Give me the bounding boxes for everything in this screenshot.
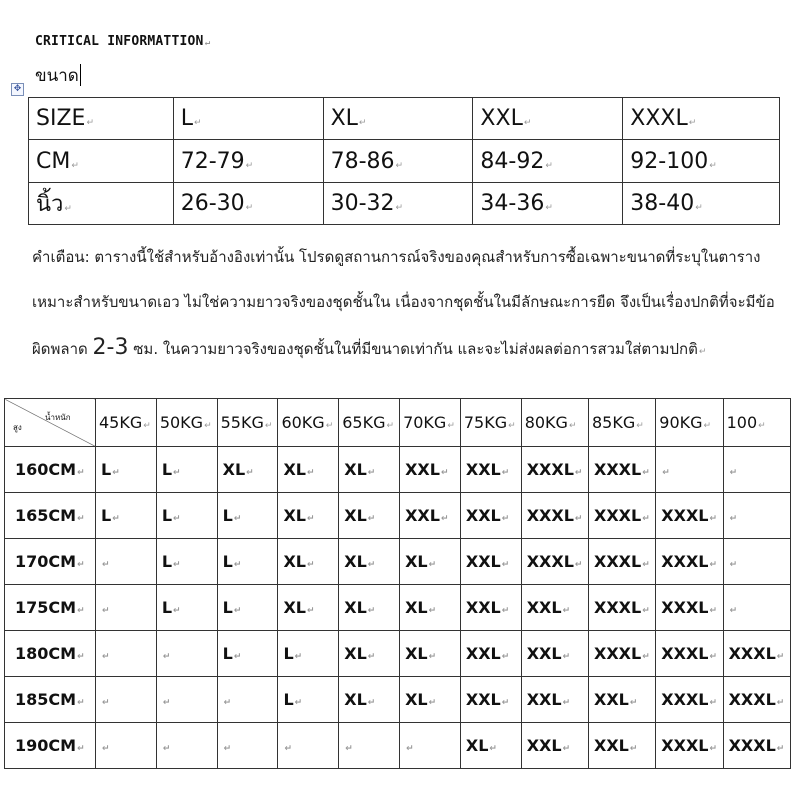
- chart-row: [5, 723, 791, 769]
- size-cell: XXXL↵: [656, 723, 723, 769]
- height-cell: 170CM↵: [5, 539, 96, 585]
- height-cell: 160CM↵: [5, 447, 96, 493]
- size-table-cell: 34-36↵: [473, 183, 623, 225]
- size-cell: XXL↵: [521, 677, 588, 723]
- size-cell: L↵: [96, 493, 157, 539]
- chart-row: [5, 539, 791, 585]
- size-table-cell: CM↵: [29, 140, 174, 183]
- text-cursor: [80, 64, 81, 86]
- size-cell: ↵: [656, 447, 723, 493]
- size-cell: ↵: [96, 723, 157, 769]
- size-table-row: [29, 183, 780, 225]
- size-cell: XXXL↵: [723, 631, 790, 677]
- size-table-cell: 38-40↵: [623, 183, 780, 225]
- size-table-cell: 72-79↵: [173, 140, 323, 183]
- weight-axis-label: น้ำหนัก: [45, 413, 71, 422]
- size-cell: XXXL↵: [588, 631, 655, 677]
- size-cell: XXL↵: [460, 493, 521, 539]
- size-cell: ↵: [156, 631, 217, 677]
- size-cell: XL↵: [278, 539, 339, 585]
- size-cell: XL↵: [278, 447, 339, 493]
- size-cell: ↵: [723, 493, 790, 539]
- size-table-cell: 26-30↵: [173, 183, 323, 225]
- chart-row: [5, 447, 791, 493]
- weight-header-cell: 75KG↵: [460, 399, 521, 447]
- weight-header-cell: 45KG↵: [96, 399, 157, 447]
- size-cell: XL↵: [217, 447, 278, 493]
- height-axis-label: สูง: [13, 423, 22, 432]
- size-cell: ↵: [217, 723, 278, 769]
- chart-row: [5, 493, 791, 539]
- size-cell: ↵: [156, 723, 217, 769]
- size-table-cell: นิ้ว↵: [29, 183, 174, 225]
- size-cell: XL↵: [460, 723, 521, 769]
- size-cell: XXL↵: [460, 539, 521, 585]
- size-cell: XXXL↵: [588, 493, 655, 539]
- size-cell: ↵: [723, 539, 790, 585]
- size-cell: L↵: [217, 585, 278, 631]
- size-cell: L↵: [217, 539, 278, 585]
- size-cell: XXL↵: [400, 447, 461, 493]
- size-cell: ↵: [96, 585, 157, 631]
- size-cell: XXL↵: [460, 585, 521, 631]
- height-cell: 165CM↵: [5, 493, 96, 539]
- weight-header-cell: 85KG↵: [588, 399, 655, 447]
- size-cell: XXXL↵: [656, 493, 723, 539]
- size-cell: XL↵: [400, 585, 461, 631]
- weight-header-cell: 90KG↵: [656, 399, 723, 447]
- size-cell: XXL↵: [521, 631, 588, 677]
- size-cell: ↵: [217, 677, 278, 723]
- weight-header-cell: 70KG↵: [400, 399, 461, 447]
- weight-header-cell: 100↵: [723, 399, 790, 447]
- size-cell: XXXL↵: [656, 585, 723, 631]
- size-cell: XXXL↵: [521, 493, 588, 539]
- size-table: [28, 97, 780, 225]
- size-cell: XL↵: [400, 539, 461, 585]
- size-cell: ↵: [278, 723, 339, 769]
- size-cell: L↵: [278, 677, 339, 723]
- size-cell: L↵: [278, 631, 339, 677]
- size-table-cell: 30-32↵: [323, 183, 473, 225]
- size-cell: L↵: [156, 585, 217, 631]
- size-cell: L↵: [96, 447, 157, 493]
- height-cell: 175CM↵: [5, 585, 96, 631]
- size-cell: ↵: [96, 677, 157, 723]
- size-cell: XXXL↵: [588, 585, 655, 631]
- size-cell: L↵: [156, 447, 217, 493]
- size-cell: XXXL↵: [656, 539, 723, 585]
- size-cell: XXXL↵: [723, 677, 790, 723]
- size-word: ขนาด: [35, 66, 79, 86]
- size-table-cell: XXXL↵: [623, 98, 780, 140]
- size-cell: XL↵: [339, 631, 400, 677]
- weight-header-cell: 80KG↵: [521, 399, 588, 447]
- size-cell: ↵: [400, 723, 461, 769]
- size-cell: XXL↵: [521, 723, 588, 769]
- size-cell: L↵: [217, 493, 278, 539]
- size-cell: XL↵: [278, 493, 339, 539]
- size-cell: XL↵: [339, 677, 400, 723]
- size-cell: ↵: [339, 723, 400, 769]
- size-cell: ↵: [723, 447, 790, 493]
- size-cell: XXL↵: [400, 493, 461, 539]
- size-table-cell: XXL↵: [473, 98, 623, 140]
- chart-row: [5, 631, 791, 677]
- size-cell: XXXL↵: [588, 539, 655, 585]
- height-cell: 190CM↵: [5, 723, 96, 769]
- size-table-cell: 92-100↵: [623, 140, 780, 183]
- size-cell: XXXL↵: [656, 631, 723, 677]
- size-cell: XXL↵: [460, 677, 521, 723]
- size-cell: XXXL↵: [521, 447, 588, 493]
- size-cell: XXL↵: [588, 677, 655, 723]
- size-cell: XL↵: [278, 585, 339, 631]
- size-cell: ↵: [156, 677, 217, 723]
- size-cell: XL↵: [339, 493, 400, 539]
- chart-row: [5, 677, 791, 723]
- warning-note: คำเตือน: ตารางนี้ใช้สำหรับอ้างอิงเท่านั้น โปรดดูสถานการณ์จริงของคุณสำหรับการซื้อเฉพาะขนาดที่ระบุในตารางเหมาะสำหรับขนาดเอว ไม่ใช่ความยาวจริงของชุดชั้นใน เนื่องจากชุดชั้นในมีลักษณะการยืด จึงเป็นเรื่องปกติที่จะมีข้อผิดพลาด 2-3 ซม. ในความยาวจริงของชุดชั้นในที่มีขนาดเท่ากัน และจะไม่ส่งผลต่อการสวมใส่ตามปกติ↵: [32, 248, 775, 360]
- size-cell: XXL↵: [460, 631, 521, 677]
- size-cell: XXL↵: [521, 585, 588, 631]
- chart-row: [5, 585, 791, 631]
- size-cell: L↵: [156, 539, 217, 585]
- height-cell: 185CM↵: [5, 677, 96, 723]
- size-table-cell: 78-86↵: [323, 140, 473, 183]
- chart-header-row: [5, 399, 791, 447]
- size-cell: XXL↵: [588, 723, 655, 769]
- weight-header-cell: 60KG↵: [278, 399, 339, 447]
- size-cell: XXXL↵: [656, 677, 723, 723]
- size-table-cell: L↵: [173, 98, 323, 140]
- size-cell: XXXL↵: [723, 723, 790, 769]
- size-cell: XXXL↵: [588, 447, 655, 493]
- size-table-cell: SIZE↵: [29, 98, 174, 140]
- weight-header-cell: 65KG↵: [339, 399, 400, 447]
- size-cell: XL↵: [339, 447, 400, 493]
- chart-corner-cell: [5, 399, 96, 447]
- size-cell: ↵: [96, 539, 157, 585]
- size-cell: ↵: [723, 585, 790, 631]
- size-cell: L↵: [217, 631, 278, 677]
- size-cell: XL↵: [400, 631, 461, 677]
- document-heading: CRITICAL INFORMATTION↵: [35, 34, 211, 49]
- size-cell: ↵: [96, 631, 157, 677]
- height-cell: 180CM↵: [5, 631, 96, 677]
- size-table-cell: 84-92↵: [473, 140, 623, 183]
- table-move-handle-icon[interactable]: ✥: [11, 83, 24, 96]
- size-cell: XXXL↵: [521, 539, 588, 585]
- size-cell: XXL↵: [460, 447, 521, 493]
- size-chart-table: [4, 398, 791, 769]
- size-cell: XL↵: [339, 539, 400, 585]
- size-table-row: [29, 98, 780, 140]
- size-table-row: [29, 140, 780, 183]
- size-cell: XL↵: [339, 585, 400, 631]
- size-table-cell: XL↵: [323, 98, 473, 140]
- weight-header-cell: 50KG↵: [156, 399, 217, 447]
- size-cell: L↵: [156, 493, 217, 539]
- size-cell: XL↵: [400, 677, 461, 723]
- weight-header-cell: 55KG↵: [217, 399, 278, 447]
